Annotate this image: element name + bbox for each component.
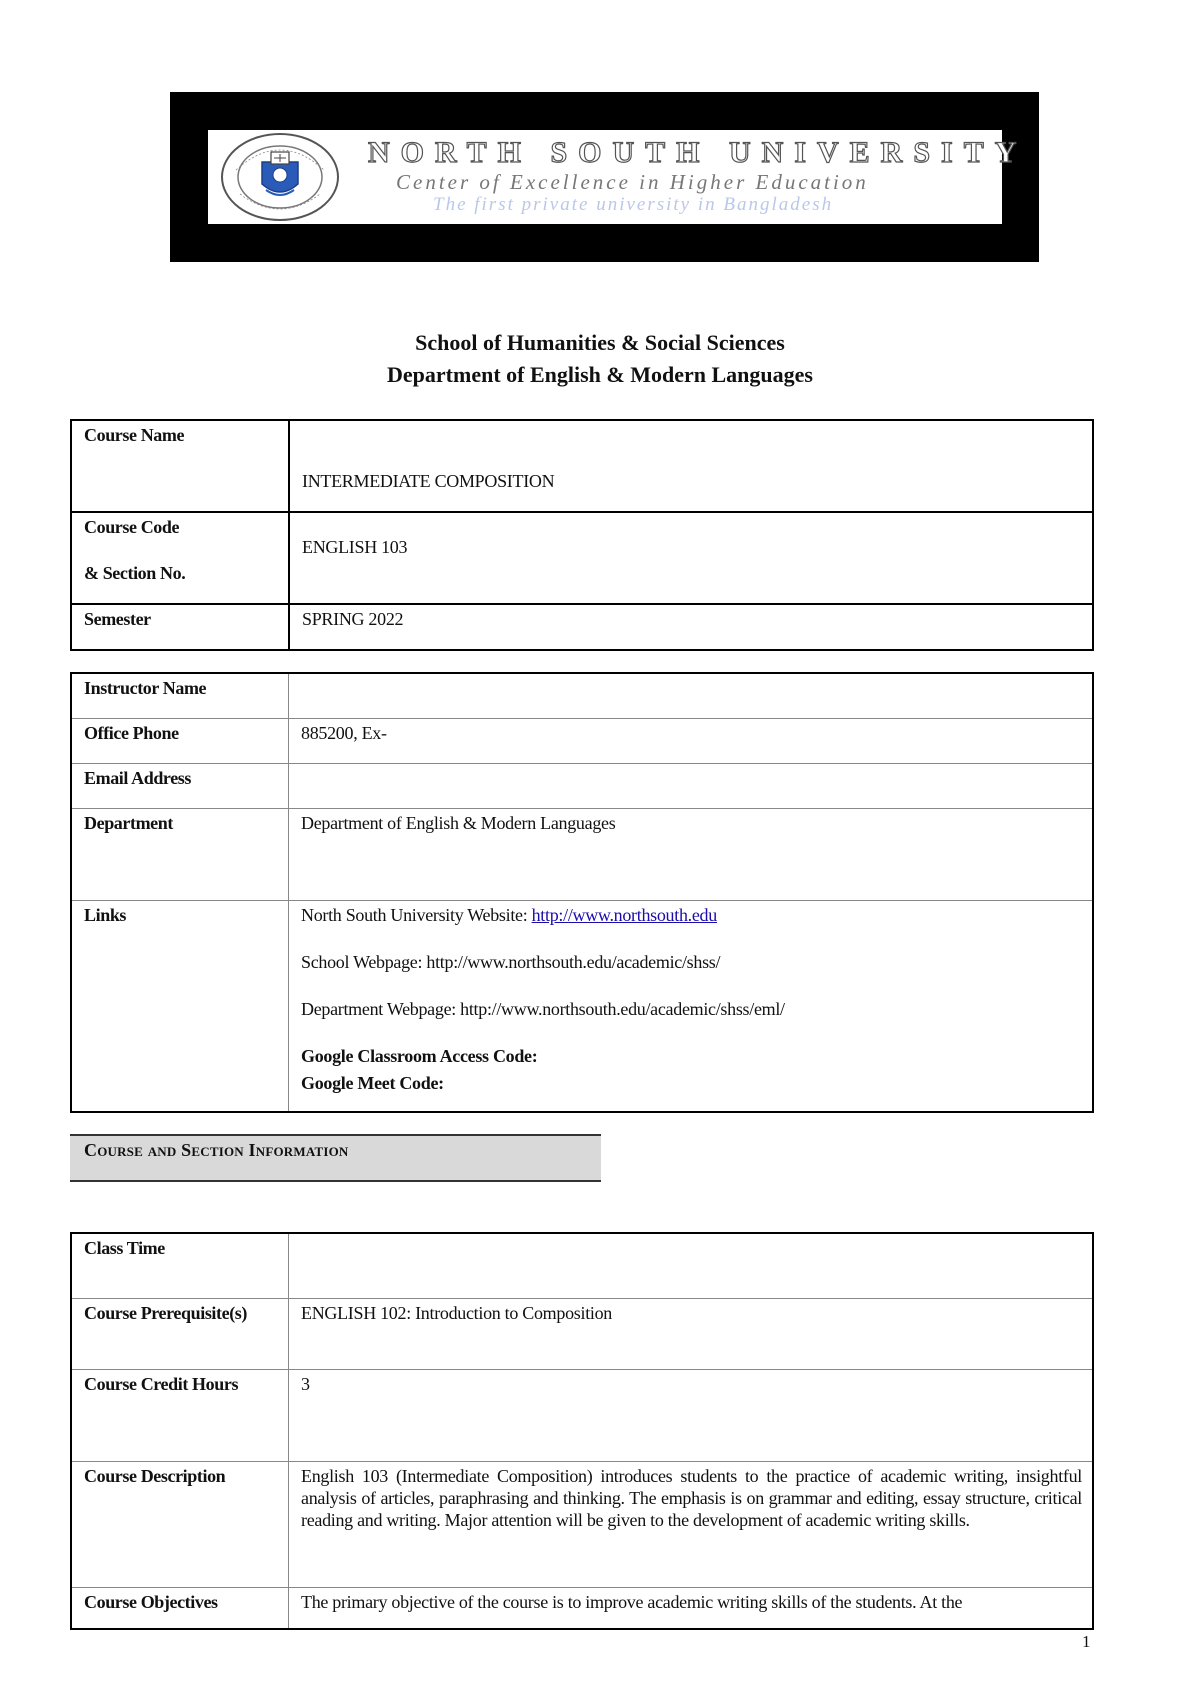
section-heading-bar	[70, 1134, 601, 1182]
credit-hours-value: 3	[289, 1369, 1094, 1461]
table-row	[71, 808, 1093, 900]
credit-hours-label: Course Credit Hours	[71, 1369, 289, 1461]
course-name-label: Course Name	[71, 420, 289, 512]
table-row	[71, 1461, 1093, 1587]
email-address-value	[289, 763, 1094, 808]
course-objectives-label: Course Objectives	[71, 1587, 289, 1629]
department-webpage-line: Department Webpage: http://www.northsouth.edu/academic/shss/eml/	[301, 998, 785, 1019]
section-no-label: & Section No.	[84, 563, 186, 583]
table-row	[71, 1587, 1093, 1629]
table-row	[71, 718, 1093, 763]
table-row	[71, 900, 1093, 1112]
google-classroom-code: Google Classroom Access Code:	[301, 1045, 538, 1066]
course-description-value: English 103 (Intermediate Composition) introduces students to the practice of academic writing, insightful analysis of articles, paraphrasing and thinking. The emphasis is on grammar and editing, essay structure, critical reading and writing. Major attention will be given to the development of academic writing skills.	[289, 1461, 1094, 1587]
instructor-name-label: Instructor Name	[71, 673, 289, 718]
course-code-value: ENGLISH 103	[302, 537, 408, 557]
department-value: Department of English & Modern Languages	[289, 808, 1094, 900]
course-name-cell	[289, 420, 1093, 512]
course-code-label-cell	[71, 512, 289, 604]
nsu-website-line	[301, 904, 1082, 926]
school-webpage-line: School Webpage: http://www.northsouth.edu/academic/shss/	[301, 951, 721, 972]
table-row	[71, 673, 1093, 718]
semester-label: Semester	[71, 604, 289, 650]
university-banner	[170, 92, 1039, 262]
table-row	[71, 763, 1093, 808]
section-info-table	[70, 1232, 1094, 1630]
course-table	[70, 419, 1094, 651]
class-time-value	[289, 1233, 1094, 1298]
links-label: Links	[71, 900, 289, 1112]
email-address-label: Email Address	[71, 763, 289, 808]
nsu-website-prefix: North South University Website:	[301, 904, 532, 925]
links-cell	[289, 900, 1094, 1112]
class-time-label: Class Time	[71, 1233, 289, 1298]
course-code-cell	[289, 512, 1093, 604]
course-objectives-value: The primary objective of the course is to improve academic writing skills of the students. At the	[289, 1587, 1094, 1629]
university-seal-icon	[218, 132, 342, 222]
course-code-label: Course Code	[84, 517, 180, 537]
page-number: 1	[1082, 1632, 1091, 1651]
school-heading: School of Humanities & Social Sciences	[415, 330, 785, 355]
banner-inner	[208, 130, 1028, 224]
university-tagline: Center of Excellence in Higher Education	[396, 170, 869, 194]
semester-value: SPRING 2022	[289, 604, 1093, 650]
google-meet-code: Google Meet Code:	[301, 1072, 444, 1093]
university-name: NORTH SOUTH UNIVERSITY	[368, 136, 1028, 169]
table-row	[71, 1233, 1093, 1298]
instructor-name-value	[289, 673, 1094, 718]
table-row	[71, 420, 1093, 512]
prerequisite-label: Course Prerequisite(s)	[71, 1298, 289, 1369]
table-row	[71, 1298, 1093, 1369]
section-heading: Course and Section Information	[84, 1140, 349, 1160]
department-label: Department	[71, 808, 289, 900]
university-subtagline: The first private university in Bangladesh	[433, 194, 834, 215]
table-row	[71, 604, 1093, 650]
office-phone-label: Office Phone	[71, 718, 289, 763]
table-row	[71, 512, 1093, 604]
table-row	[71, 1369, 1093, 1461]
department-heading: Department of English & Modern Languages	[387, 362, 813, 387]
nsu-website-link[interactable]: http://www.northsouth.edu	[531, 904, 717, 925]
course-name-value: INTERMEDIATE COMPOSITION	[302, 471, 555, 491]
office-phone-value: 885200, Ex-	[289, 718, 1094, 763]
prerequisite-value: ENGLISH 102: Introduction to Composition	[289, 1298, 1094, 1369]
course-description-label: Course Description	[71, 1461, 289, 1587]
instructor-table	[70, 672, 1094, 1113]
